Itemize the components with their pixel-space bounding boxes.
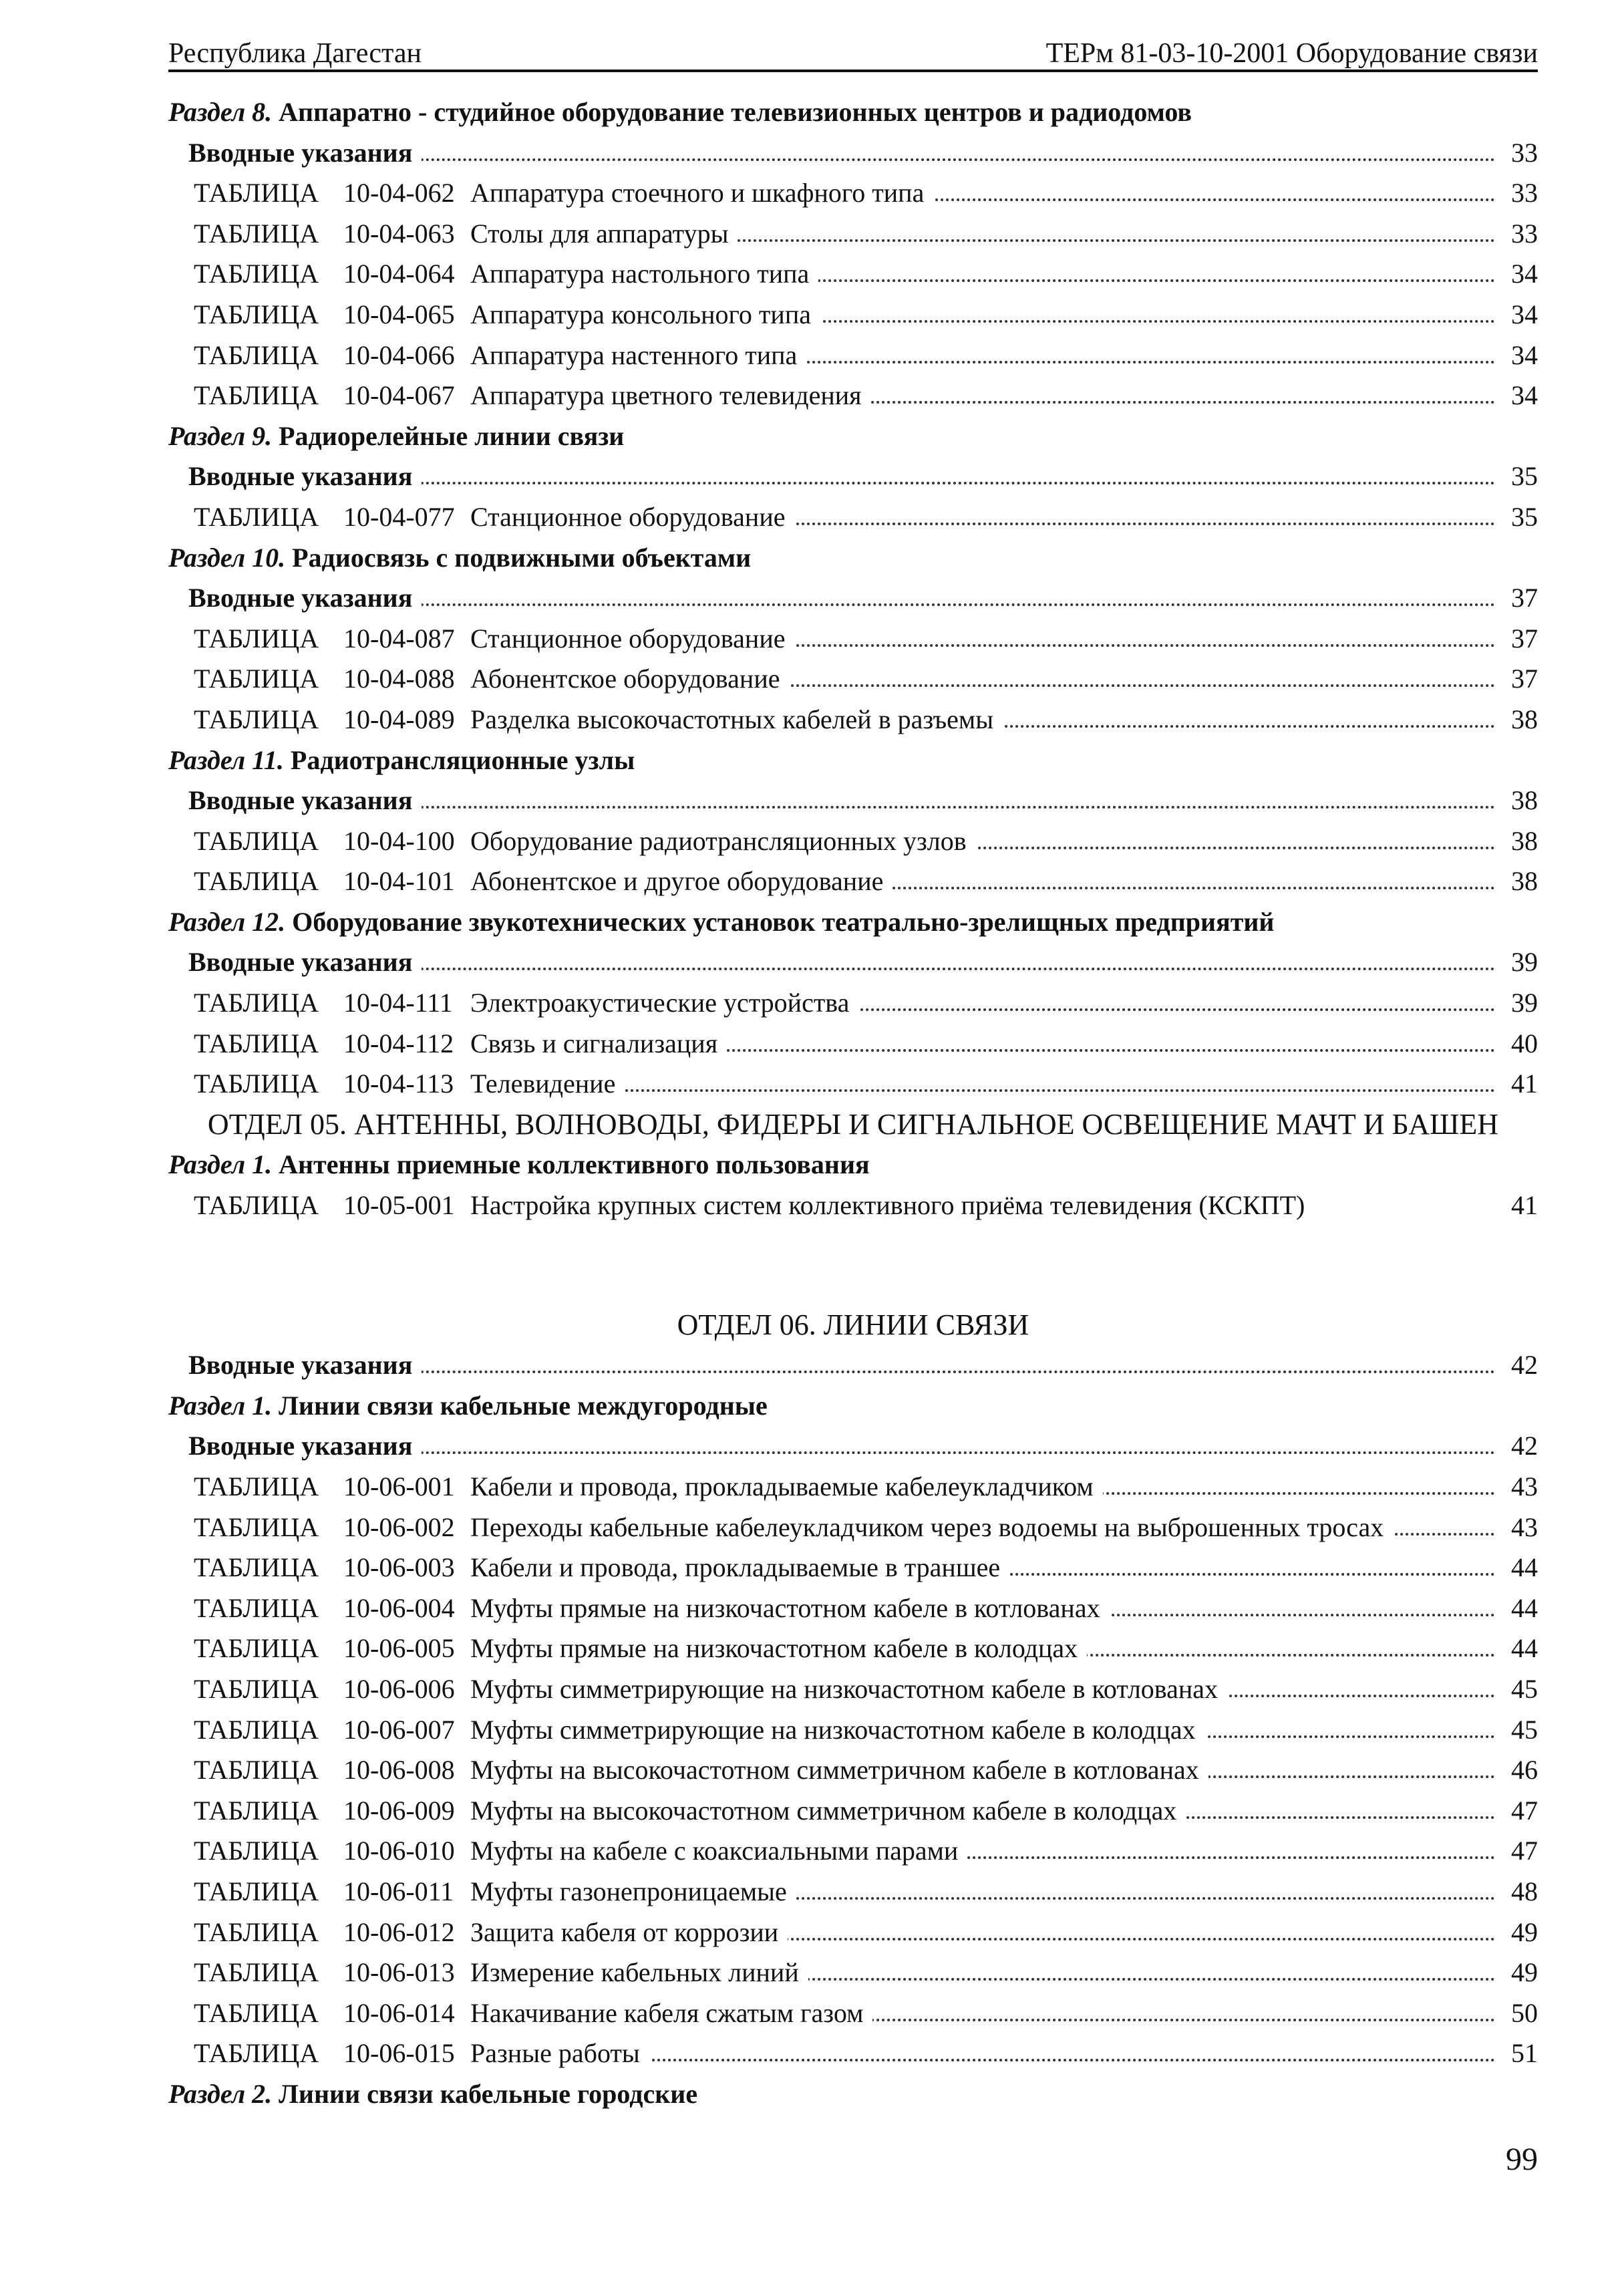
table-title: Муфты на кабеле с коаксиальными парами bbox=[470, 1831, 967, 1871]
intro-title bbox=[188, 1345, 422, 1385]
table-title: Связь и сигнализация bbox=[470, 1024, 727, 1064]
table-code: 10-06-002 bbox=[343, 1512, 455, 1542]
section-title: Радиотрансляционные узлы bbox=[290, 744, 635, 775]
section-heading bbox=[168, 92, 1538, 133]
section-title: Радиосвязь с подвижными объектами bbox=[292, 542, 752, 573]
table-word: ТАБЛИЦА bbox=[194, 1028, 319, 1058]
table-title: Телевидение bbox=[470, 1064, 625, 1104]
dot-leader bbox=[389, 158, 1495, 161]
page-ref: 43 bbox=[1511, 1512, 1538, 1542]
section-label: Раздел 12. bbox=[168, 906, 286, 937]
table-word: ТАБЛИЦА bbox=[194, 299, 319, 329]
table-code: 10-06-015 bbox=[343, 2038, 455, 2069]
table-title: Переходы кабельные кабелеукладчиком через водоемы на выброшенных тросах bbox=[470, 1508, 1393, 1548]
table-code: 10-04-065 bbox=[343, 299, 455, 329]
page-ref: 37 bbox=[1511, 583, 1538, 613]
page-ref: 48 bbox=[1511, 1876, 1538, 1906]
page-ref: 50 bbox=[1511, 1997, 1538, 2028]
intro-entry bbox=[168, 1426, 1538, 1467]
intro-label: Вводные указания bbox=[188, 947, 422, 977]
intro-label: Вводные указания bbox=[188, 1431, 422, 1461]
table-code: 10-04-077 bbox=[343, 501, 455, 532]
intro-title bbox=[188, 1426, 422, 1466]
table-code: 10-06-003 bbox=[343, 1552, 455, 1583]
table-word: ТАБЛИЦА bbox=[194, 1592, 319, 1623]
table-title: Станционное оборудование bbox=[470, 619, 794, 659]
page-ref: 35 bbox=[1511, 501, 1538, 532]
section-heading bbox=[168, 416, 1538, 457]
page-ref: 38 bbox=[1511, 785, 1538, 816]
table-code: 10-06-005 bbox=[343, 1633, 455, 1664]
table-entry bbox=[168, 821, 1538, 862]
table-word: ТАБЛИЦА bbox=[194, 380, 319, 411]
dot-leader bbox=[389, 968, 1495, 970]
page-ref: 43 bbox=[1511, 1471, 1538, 1501]
table-code: 10-04-100 bbox=[343, 825, 455, 856]
section-label: Раздел 8. bbox=[168, 97, 273, 127]
section-heading bbox=[168, 1386, 1538, 1427]
table-code: 10-06-012 bbox=[343, 1916, 455, 1947]
table-word: ТАБЛИЦА bbox=[194, 1957, 319, 1988]
section-label: Раздел 1. bbox=[168, 1390, 273, 1421]
table-word: ТАБЛИЦА bbox=[194, 1836, 319, 1866]
table-word: ТАБЛИЦА bbox=[194, 1190, 319, 1221]
table-code: 10-04-112 bbox=[343, 1028, 454, 1058]
section-heading bbox=[168, 2074, 1538, 2115]
table-code: 10-04-088 bbox=[343, 664, 455, 694]
page-ref: 42 bbox=[1511, 1350, 1538, 1381]
table-entry bbox=[168, 1912, 1538, 1953]
table-code: 10-06-008 bbox=[343, 1755, 455, 1785]
table-code: 10-04-066 bbox=[343, 339, 455, 370]
table-title: Измерение кабельных линий bbox=[470, 1953, 808, 1993]
dot-leader bbox=[389, 806, 1495, 809]
intro-entry bbox=[168, 780, 1538, 821]
table-title: Аппаратура консольного типа bbox=[470, 295, 820, 335]
table-code: 10-04-067 bbox=[343, 380, 455, 411]
page-ref: 39 bbox=[1511, 947, 1538, 978]
dot-leader bbox=[389, 603, 1495, 606]
section-heading bbox=[168, 740, 1538, 781]
header-document-code: ТЕРм 81-03-10-2001 Оборудование связи bbox=[1045, 38, 1538, 69]
page-ref: 45 bbox=[1511, 1673, 1538, 1704]
table-word: ТАБЛИЦА bbox=[194, 339, 319, 370]
dot-leader bbox=[389, 1451, 1495, 1454]
page-ref: 35 bbox=[1511, 461, 1538, 492]
table-title: Накачивание кабеля сжатым газом bbox=[470, 1993, 872, 2033]
section-title: Оборудование звукотехнических установок театрально-зрелищных предприятий bbox=[292, 906, 1275, 937]
table-word: ТАБЛИЦА bbox=[194, 1916, 319, 1947]
table-title: Аппаратура настольного типа bbox=[470, 254, 818, 294]
table-code: 10-06-014 bbox=[343, 1997, 455, 2028]
table-entry bbox=[168, 861, 1538, 902]
table-entry bbox=[168, 659, 1538, 700]
otdel-heading: ОТДЕЛ 06. ЛИНИИ СВЯЗИ bbox=[677, 1308, 1029, 1341]
table-code: 10-04-063 bbox=[343, 218, 455, 249]
table-word: ТАБЛИЦА bbox=[194, 259, 319, 289]
page-ref: 38 bbox=[1511, 866, 1538, 897]
table-word: ТАБЛИЦА bbox=[194, 1714, 319, 1745]
table-title: Аппаратура стоечного и шкафного типа bbox=[470, 173, 933, 213]
table-entry bbox=[168, 2033, 1538, 2074]
table-word: ТАБЛИЦА bbox=[194, 988, 319, 1018]
page-ref: 49 bbox=[1511, 1916, 1538, 1947]
page-ref: 33 bbox=[1511, 218, 1538, 249]
table-title: Муфты на высокочастотном симметричном кабеле в колодцах bbox=[470, 1791, 1186, 1831]
header-rule bbox=[168, 69, 1538, 72]
table-code: 10-06-011 bbox=[343, 1876, 454, 1906]
section-heading bbox=[168, 902, 1538, 943]
table-entry bbox=[168, 1064, 1538, 1105]
table-title: Муфты газонепроницаемые bbox=[470, 1872, 796, 1912]
table-word: ТАБЛИЦА bbox=[194, 1997, 319, 2028]
page-ref: 46 bbox=[1511, 1755, 1538, 1785]
table-entry bbox=[168, 1588, 1538, 1629]
table-entry bbox=[168, 214, 1538, 255]
page-number: 99 bbox=[1506, 2142, 1538, 2177]
section-title: Линии связи кабельные междугородные bbox=[279, 1390, 768, 1421]
table-entry bbox=[168, 1669, 1538, 1710]
table-code: 10-04-111 bbox=[343, 988, 453, 1018]
page-ref: 38 bbox=[1511, 825, 1538, 856]
intro-label: Вводные указания bbox=[188, 1350, 422, 1380]
table-word: ТАБЛИЦА bbox=[194, 218, 319, 249]
table-of-contents bbox=[168, 92, 1538, 2115]
table-code: 10-04-064 bbox=[343, 259, 455, 289]
table-code: 10-06-013 bbox=[343, 1957, 455, 1988]
dot-leader bbox=[389, 1371, 1495, 1373]
page-ref: 39 bbox=[1511, 988, 1538, 1018]
table-title: Абонентское и другое оборудование bbox=[470, 861, 893, 901]
table-title: Оборудование радиотрансляционных узлов bbox=[470, 821, 976, 861]
table-entry bbox=[168, 1628, 1538, 1669]
intro-title bbox=[188, 942, 422, 982]
table-title: Кабели и провода, прокладываемые в траншее bbox=[470, 1548, 1009, 1588]
page-ref: 34 bbox=[1511, 339, 1538, 370]
section-title: Антенны приемные коллективного пользования bbox=[279, 1149, 870, 1180]
intro-label: Вводные указания bbox=[188, 461, 422, 491]
table-title: Муфты прямые на низкочастотном кабеле в колодцах bbox=[470, 1628, 1087, 1669]
toc-block-otdel-06 bbox=[168, 1305, 1538, 2115]
table-word: ТАБЛИЦА bbox=[194, 866, 319, 897]
page-ref: 40 bbox=[1511, 1028, 1538, 1058]
table-word: ТАБЛИЦА bbox=[194, 2038, 319, 2069]
table-entry bbox=[168, 700, 1538, 740]
table-title: Станционное оборудование bbox=[470, 497, 794, 537]
table-code: 10-06-009 bbox=[343, 1795, 455, 1826]
table-code: 10-04-089 bbox=[343, 704, 455, 734]
table-title: Разные работы bbox=[470, 2033, 649, 2073]
intro-entry bbox=[168, 456, 1538, 497]
page-ref: 49 bbox=[1511, 1957, 1538, 1988]
table-entry bbox=[168, 983, 1538, 1024]
intro-title bbox=[188, 578, 422, 618]
table-title: Электроакустические устройства bbox=[470, 983, 858, 1023]
table-entry bbox=[168, 254, 1538, 295]
table-word: ТАБЛИЦА bbox=[194, 1552, 319, 1583]
table-entry bbox=[168, 1872, 1538, 1912]
page-ref: 38 bbox=[1511, 704, 1538, 734]
section-label: Раздел 1. bbox=[168, 1149, 273, 1180]
intro-entry bbox=[168, 942, 1538, 983]
page-ref: 33 bbox=[1511, 178, 1538, 208]
section-title: Линии связи кабельные городские bbox=[279, 2078, 698, 2109]
table-word: ТАБЛИЦА bbox=[194, 1068, 319, 1099]
intro-title bbox=[188, 780, 422, 821]
table-entry bbox=[168, 1710, 1538, 1751]
table-code: 10-06-001 bbox=[343, 1471, 455, 1501]
table-entry bbox=[168, 497, 1538, 538]
dot-leader bbox=[476, 1089, 1495, 1092]
table-code: 10-05-001 bbox=[343, 1190, 455, 1221]
table-title: Абонентское оборудование bbox=[470, 659, 789, 699]
table-code: 10-06-006 bbox=[343, 1673, 455, 1704]
section-title: Радиорелейные линии связи bbox=[279, 420, 625, 451]
section-heading bbox=[168, 1145, 1538, 1185]
table-title: Столы для аппаратуры bbox=[470, 214, 738, 254]
intro-title bbox=[188, 456, 422, 496]
table-entry bbox=[168, 295, 1538, 335]
page-ref: 47 bbox=[1511, 1836, 1538, 1866]
intro-label: Вводные указания bbox=[188, 785, 422, 815]
table-entry bbox=[168, 1185, 1538, 1226]
table-word: ТАБЛИЦА bbox=[194, 501, 319, 532]
page-ref: 41 bbox=[1511, 1068, 1538, 1099]
table-code: 10-04-101 bbox=[343, 866, 455, 897]
table-entry bbox=[168, 1508, 1538, 1548]
page-ref: 47 bbox=[1511, 1795, 1538, 1826]
intro-label: Вводные указания bbox=[188, 583, 422, 613]
page-ref: 33 bbox=[1511, 137, 1538, 168]
table-word: ТАБЛИЦА bbox=[194, 178, 319, 208]
table-title: Защита кабеля от коррозии bbox=[470, 1912, 788, 1953]
page-ref: 44 bbox=[1511, 1633, 1538, 1664]
intro-entry bbox=[168, 133, 1538, 174]
intro-entry bbox=[168, 578, 1538, 619]
table-title: Разделка высокочастотных кабелей в разъемы bbox=[470, 700, 1003, 740]
table-title: Муфты прямые на низкочастотном кабеле в котлованах bbox=[470, 1588, 1110, 1628]
table-word: ТАБЛИЦА bbox=[194, 623, 319, 654]
dot-leader bbox=[389, 482, 1495, 484]
table-entry bbox=[168, 619, 1538, 660]
section-heading bbox=[168, 538, 1538, 579]
table-entry bbox=[168, 335, 1538, 376]
table-word: ТАБЛИЦА bbox=[194, 1795, 319, 1826]
table-code: 10-04-062 bbox=[343, 178, 455, 208]
table-entry bbox=[168, 1750, 1538, 1791]
table-word: ТАБЛИЦА bbox=[194, 1673, 319, 1704]
toc-block-otdel-04-05 bbox=[168, 92, 1538, 1226]
table-title: Настройка крупных систем коллективного приёма телевидения (КСКПТ) bbox=[470, 1185, 1314, 1226]
page-ref: 45 bbox=[1511, 1714, 1538, 1745]
page-ref: 37 bbox=[1511, 623, 1538, 654]
table-code: 10-06-010 bbox=[343, 1836, 455, 1866]
page-header bbox=[168, 35, 1538, 72]
table-code: 10-04-087 bbox=[343, 623, 455, 654]
page-ref: 34 bbox=[1511, 380, 1538, 411]
intro-entry bbox=[168, 1345, 1538, 1386]
table-word: ТАБЛИЦА bbox=[194, 1755, 319, 1785]
table-word: ТАБЛИЦА bbox=[194, 704, 319, 734]
table-word: ТАБЛИЦА bbox=[194, 1471, 319, 1501]
page-ref: 34 bbox=[1511, 299, 1538, 329]
table-entry bbox=[168, 1953, 1538, 1993]
table-word: ТАБЛИЦА bbox=[194, 1512, 319, 1542]
table-title: Кабели и провода, прокладываемые кабелеукладчиком bbox=[470, 1467, 1103, 1507]
table-entry bbox=[168, 1791, 1538, 1832]
table-word: ТАБЛИЦА bbox=[194, 1876, 319, 1906]
section-label: Раздел 10. bbox=[168, 542, 286, 573]
table-title: Муфты на высокочастотном симметричном кабеле в котлованах bbox=[470, 1750, 1208, 1790]
table-word: ТАБЛИЦА bbox=[194, 825, 319, 856]
table-entry bbox=[168, 376, 1538, 416]
section-spacer bbox=[168, 1226, 1538, 1305]
table-title: Муфты симметрирующие на низкочастотном кабеле в колодцах bbox=[470, 1710, 1205, 1750]
section-title: Аппаратно - студийное оборудование телевизионных центров и радиодомов bbox=[279, 97, 1192, 127]
page-ref: 44 bbox=[1511, 1552, 1538, 1583]
table-word: ТАБЛИЦА bbox=[194, 664, 319, 694]
page-ref: 41 bbox=[1511, 1190, 1538, 1221]
table-entry bbox=[168, 1831, 1538, 1872]
table-title: Аппаратура настенного типа bbox=[470, 335, 806, 376]
intro-label: Вводные указания bbox=[188, 138, 422, 168]
table-code: 10-06-004 bbox=[343, 1592, 455, 1623]
table-word: ТАБЛИЦА bbox=[194, 1633, 319, 1664]
page-ref: 34 bbox=[1511, 259, 1538, 289]
intro-title bbox=[188, 133, 422, 173]
table-entry bbox=[168, 1467, 1538, 1508]
section-label: Раздел 9. bbox=[168, 420, 273, 451]
table-title: Муфты симметрирующие на низкочастотном кабеле в котлованах bbox=[470, 1669, 1227, 1709]
table-code: 10-06-007 bbox=[343, 1714, 455, 1745]
table-entry bbox=[168, 1548, 1538, 1588]
section-label: Раздел 11. bbox=[168, 744, 284, 775]
section-label: Раздел 2. bbox=[168, 2078, 273, 2109]
table-entry bbox=[168, 173, 1538, 214]
table-entry bbox=[168, 1024, 1538, 1064]
page-ref: 37 bbox=[1511, 664, 1538, 694]
table-code: 10-04-113 bbox=[343, 1068, 454, 1099]
page-ref: 42 bbox=[1511, 1431, 1538, 1461]
page-ref: 51 bbox=[1511, 2038, 1538, 2069]
header-region: Республика Дагестан bbox=[168, 38, 422, 69]
table-entry bbox=[168, 1993, 1538, 2034]
otdel-heading: ОТДЕЛ 05. АНТЕННЫ, ВОЛНОВОДЫ, ФИДЕРЫ И СИГНАЛЬНОЕ ОСВЕЩЕНИЕ МАЧТ И БАШЕН bbox=[207, 1107, 1499, 1141]
table-title: Аппаратура цветного телевидения bbox=[470, 376, 871, 416]
page-ref: 44 bbox=[1511, 1592, 1538, 1623]
